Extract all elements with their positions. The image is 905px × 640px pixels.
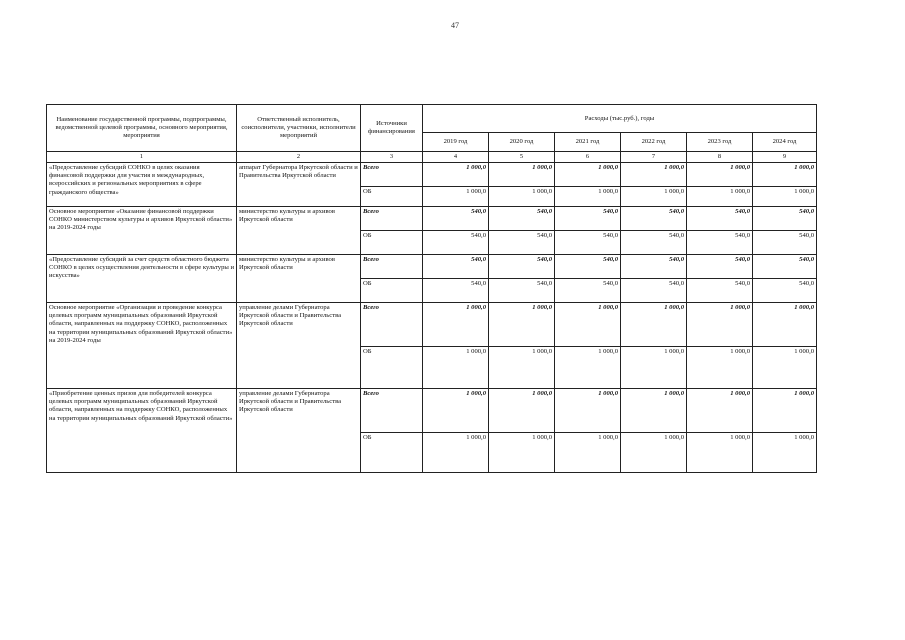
total-value: 1 000,0 <box>423 303 489 347</box>
source-ob-label: ОБ <box>361 187 423 207</box>
ob-value: 540,0 <box>423 279 489 303</box>
total-value: 1 000,0 <box>687 389 753 433</box>
table-row-total <box>47 303 817 347</box>
activity-name: «Приобретение ценных призов для победителей конкурса целевых программ муниципальных образований Иркутской области, направленных на поддержку СОНКО, расположенных на территории муниципальных образований Иркутской области» <box>47 389 237 473</box>
total-value: 540,0 <box>753 207 817 231</box>
total-value: 1 000,0 <box>489 163 555 187</box>
total-value: 540,0 <box>687 255 753 279</box>
ob-value: 1 000,0 <box>753 347 817 389</box>
ob-value: 1 000,0 <box>753 187 817 207</box>
ob-value: 540,0 <box>687 231 753 255</box>
source-ob-label: ОБ <box>361 231 423 255</box>
total-value: 540,0 <box>753 255 817 279</box>
ob-value: 1 000,0 <box>423 347 489 389</box>
column-number: 3 <box>361 152 423 163</box>
ob-value: 540,0 <box>621 231 687 255</box>
ob-value: 1 000,0 <box>687 187 753 207</box>
column-number: 1 <box>47 152 237 163</box>
total-value: 1 000,0 <box>555 303 621 347</box>
page-number: 47 <box>451 21 459 30</box>
ob-value: 540,0 <box>555 231 621 255</box>
source-total-label: Всего <box>361 389 423 433</box>
total-value: 540,0 <box>555 207 621 231</box>
column-number: 9 <box>753 152 817 163</box>
source-ob-label: ОБ <box>361 433 423 473</box>
column-number: 2 <box>237 152 361 163</box>
total-value: 540,0 <box>687 207 753 231</box>
ob-value: 540,0 <box>687 279 753 303</box>
source-total-label: Всего <box>361 163 423 187</box>
header-year: 2019 год <box>423 133 489 152</box>
column-number: 4 <box>423 152 489 163</box>
activity-name: Основное мероприятие «Организация и проведение конкурса целевых программ муниципальных образований Иркутской области, направленных на поддержку СОНКО, расположенных на территории муниципальных образований Иркутской области» на 2019-2024 годы <box>47 303 237 389</box>
total-value: 1 000,0 <box>555 389 621 433</box>
header-year: 2022 год <box>621 133 687 152</box>
header-year: 2024 год <box>753 133 817 152</box>
ob-value: 1 000,0 <box>489 187 555 207</box>
header-expenses: Расходы (тыс.руб.), годы <box>423 105 817 133</box>
source-ob-label: ОБ <box>361 279 423 303</box>
ob-value: 1 000,0 <box>423 187 489 207</box>
ob-value: 1 000,0 <box>621 347 687 389</box>
ob-value: 540,0 <box>753 279 817 303</box>
activity-executor: управление делами Губернатора Иркутской области и Правительства Иркутской области <box>237 389 361 473</box>
ob-value: 1 000,0 <box>555 187 621 207</box>
activity-executor: министерство культуры и архивов Иркутской области <box>237 255 361 303</box>
ob-value: 1 000,0 <box>687 433 753 473</box>
ob-value: 1 000,0 <box>687 347 753 389</box>
activity-executor: аппарат Губернатора Иркутской области и Правительства Иркутской области <box>237 163 361 207</box>
total-value: 540,0 <box>621 207 687 231</box>
ob-value: 540,0 <box>423 231 489 255</box>
activity-name: «Предоставление субсидий за счет средств областного бюджета СОНКО в целях осуществления деятельности в сфере культуры и искусства» <box>47 255 237 303</box>
table-row-total <box>47 163 817 187</box>
activity-name: Основное мероприятие «Оказание финансовой поддержки СОНКО министерством культуры и архивов Иркутской области» на 2019-2024 годы <box>47 207 237 255</box>
table-row-total <box>47 207 817 231</box>
total-value: 540,0 <box>489 207 555 231</box>
total-value: 1 000,0 <box>489 303 555 347</box>
total-value: 540,0 <box>555 255 621 279</box>
header-year: 2020 год <box>489 133 555 152</box>
total-value: 1 000,0 <box>687 303 753 347</box>
total-value: 1 000,0 <box>753 303 817 347</box>
total-value: 540,0 <box>621 255 687 279</box>
source-ob-label: ОБ <box>361 347 423 389</box>
activity-executor: министерство культуры и архивов Иркутской области <box>237 207 361 255</box>
ob-value: 540,0 <box>753 231 817 255</box>
header-executor: Ответственный исполнитель, соисполнители, участники, исполнители мероприятий <box>237 105 361 152</box>
total-value: 1 000,0 <box>423 389 489 433</box>
ob-value: 540,0 <box>489 279 555 303</box>
total-value: 1 000,0 <box>423 163 489 187</box>
header-year: 2021 год <box>555 133 621 152</box>
ob-value: 1 000,0 <box>621 433 687 473</box>
total-value: 1 000,0 <box>687 163 753 187</box>
total-value: 1 000,0 <box>621 389 687 433</box>
ob-value: 540,0 <box>489 231 555 255</box>
ob-value: 1 000,0 <box>753 433 817 473</box>
total-value: 540,0 <box>489 255 555 279</box>
source-total-label: Всего <box>361 255 423 279</box>
total-value: 1 000,0 <box>489 389 555 433</box>
ob-value: 1 000,0 <box>489 433 555 473</box>
ob-value: 1 000,0 <box>555 433 621 473</box>
table-row-total <box>47 389 817 433</box>
column-number: 6 <box>555 152 621 163</box>
total-value: 1 000,0 <box>555 163 621 187</box>
activity-name: «Предоставление субсидий СОНКО в целях оказания финансовой поддержки для участия в международных, всероссийских и региональных мероприятиях в сфере гражданского общества» <box>47 163 237 207</box>
activity-executor: управление делами Губернатора Иркутской области и Правительства Иркутской области <box>237 303 361 389</box>
table-row-total <box>47 255 817 279</box>
budget-table <box>46 104 817 473</box>
ob-value: 1 000,0 <box>489 347 555 389</box>
source-total-label: Всего <box>361 303 423 347</box>
ob-value: 540,0 <box>555 279 621 303</box>
ob-value: 1 000,0 <box>423 433 489 473</box>
header-source: Источники финансирования <box>361 105 423 152</box>
header-name: Наименование государственной программы, подпрограммы, ведомственной целевой программы, основного мероприятия, мероприятия <box>47 105 237 152</box>
source-total-label: Всего <box>361 207 423 231</box>
header-year: 2023 год <box>687 133 753 152</box>
column-number: 8 <box>687 152 753 163</box>
total-value: 1 000,0 <box>621 163 687 187</box>
total-value: 1 000,0 <box>621 303 687 347</box>
ob-value: 1 000,0 <box>621 187 687 207</box>
total-value: 1 000,0 <box>753 389 817 433</box>
ob-value: 1 000,0 <box>555 347 621 389</box>
column-number-row <box>47 152 817 163</box>
column-number: 7 <box>621 152 687 163</box>
ob-value: 540,0 <box>621 279 687 303</box>
column-number: 5 <box>489 152 555 163</box>
total-value: 540,0 <box>423 207 489 231</box>
total-value: 540,0 <box>423 255 489 279</box>
total-value: 1 000,0 <box>753 163 817 187</box>
